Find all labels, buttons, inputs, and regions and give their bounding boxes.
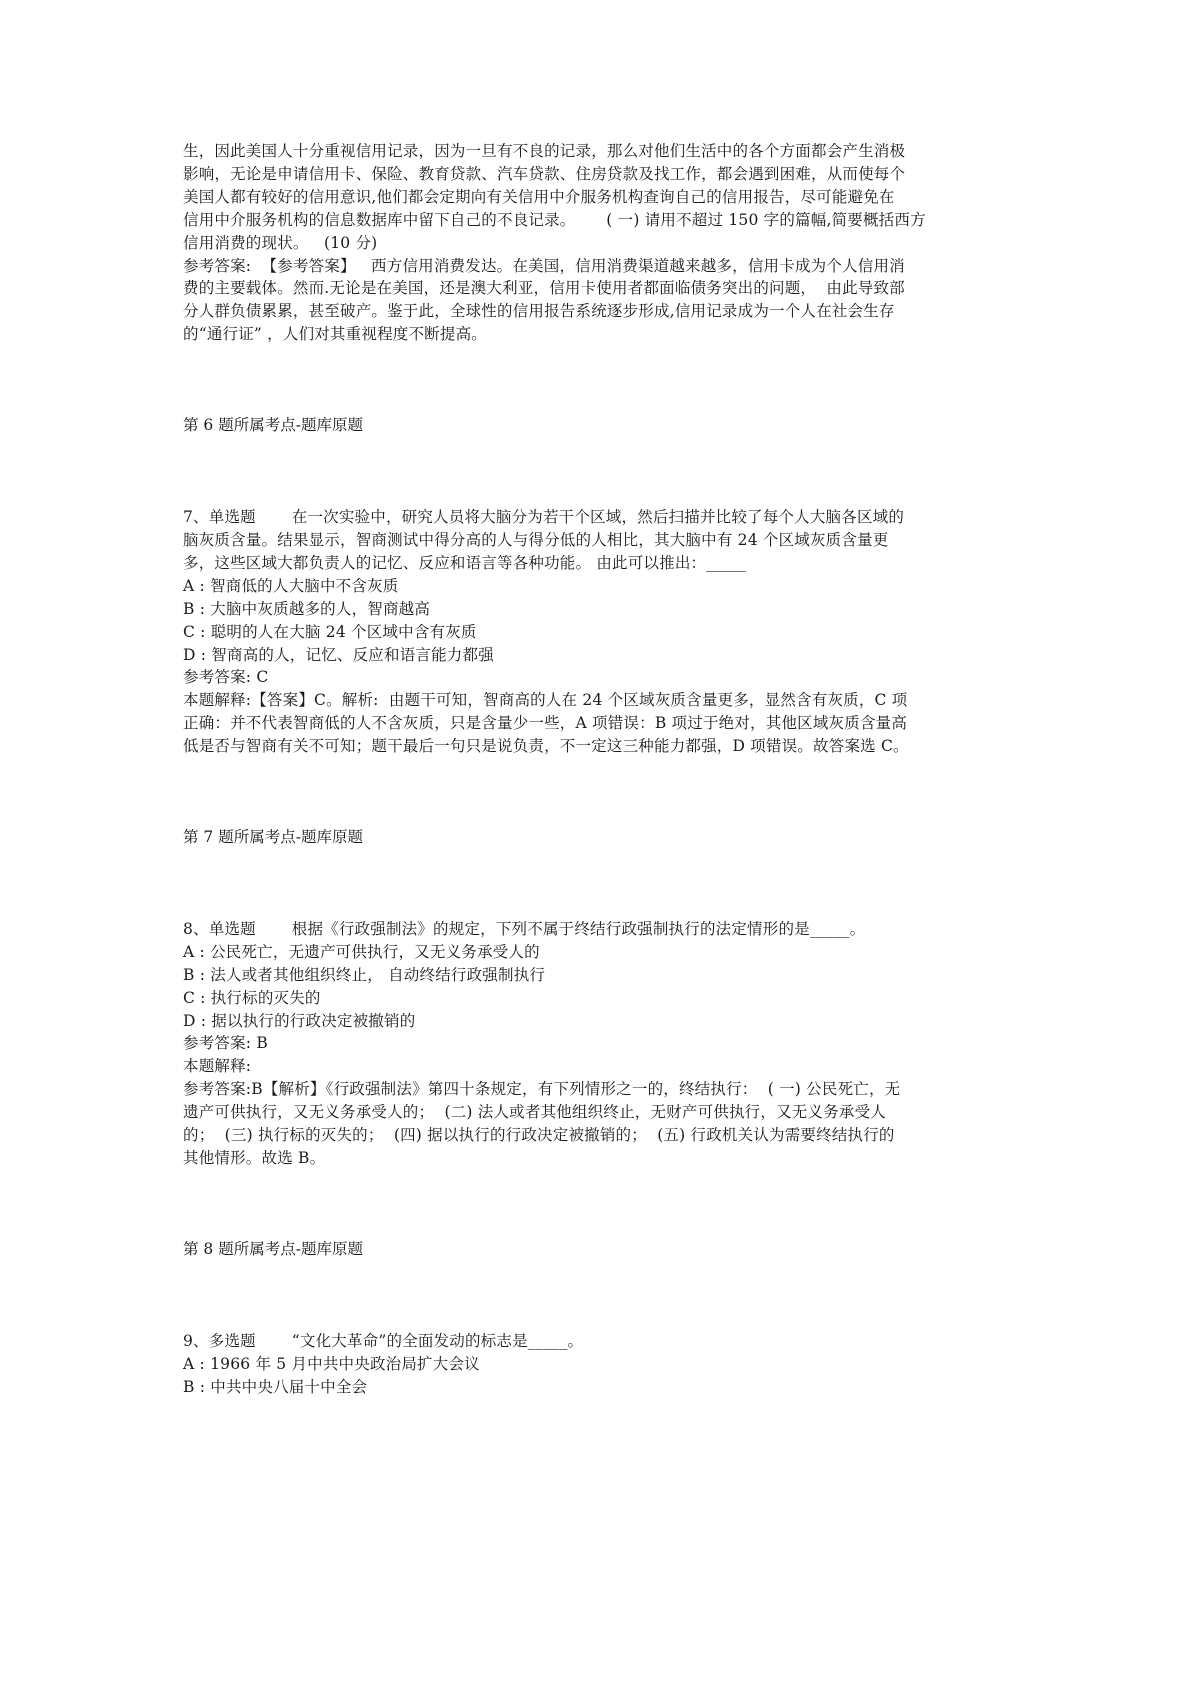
document-page (183, 140, 1013, 1399)
option-b: B : 法人或者其他组织终止， 自动终结行政强制执行 (183, 965, 546, 984)
text-line: 信用中介服务机构的信息数据库中留下自己的不良记录。 ( 一) 请用不超过 150 字的篇幅,简要概括西方 (183, 210, 926, 229)
explanation-line: 的； (三) 执行标的灭失的； (四) 据以执行的行政决定被撤销的； (五) 行政机关认为需要终结执行的 (183, 1126, 895, 1145)
option-b: B : 大脑中灰质越多的人，智商越高 (183, 599, 431, 618)
text-line: 信用消费的现状。 (10 分) (183, 233, 378, 252)
explanation-line: 遗产可供执行，又无义务承受人的； (二) 法人或者其他组织终止，无财产可供执行，又无义务承受人 (183, 1103, 886, 1122)
text-line: 分人群负债累累，甚至破产。鉴于此，全球性的信用报告系统逐步形成,信用记录成为一个人在社会生存 (183, 302, 895, 321)
intro-section (183, 140, 1013, 346)
answer-line: 参考答案: B (183, 1034, 268, 1053)
answer-line: 参考答案: C (183, 668, 269, 687)
answer-line: 参考答案: 【参考答案】 西方信用消费发达。在美国，信用消费渠道越来越多，信用卡成为个人信用消 (183, 256, 905, 275)
knowledge-point-8: 第 8 题所属考点-题库原题 (183, 1239, 363, 1258)
explanation-line: 其他情形。故选 B。 (183, 1149, 326, 1167)
text-line: 的“通行证” ，人们对其重视程度不断提高。 (183, 325, 487, 344)
explanation-line: 参考答案:B【解析】《行政强制法》第四十条规定，有下列情形之一的，终结执行： ( 一) 公民死亡，无 (183, 1080, 901, 1099)
explanation-label: 本题解释: (183, 1057, 252, 1076)
text-line: 美国人都有较好的信用意识,他们都会定期向有关信用中介服务机构查询自己的信用报告，尽可能避免在 (183, 187, 895, 206)
text-line: 生，因此美国人十分重视信用记录，因为一旦有不良的记录，那么对他们生活中的各个方面都会产生消极 (183, 142, 906, 160)
question-8 (183, 918, 1013, 1170)
question-9 (183, 1330, 1013, 1399)
option-a: A : 智商低的人大脑中不含灰质 (183, 576, 399, 595)
question-stem: 多，这些区域大都负责人的记忆、反应和语言等各种功能。 由此可以推出：_____ (183, 553, 746, 572)
option-c: C : 聪明的人在大脑 24 个区域中含有灰质 (183, 622, 477, 641)
option-d: D : 智商高的人，记忆、反应和语言能力都强 (183, 645, 494, 664)
knowledge-point-7: 第 7 题所属考点-题库原题 (183, 828, 363, 847)
option-c: C : 执行标的灭失的 (183, 988, 321, 1007)
question-stem: 9、多选题 “文化大革命”的全面发动的标志是_____。 (183, 1331, 584, 1350)
option-b: B : 中共中央八届十中全会 (183, 1377, 368, 1396)
text-line: 费的主要载体。然而.无论是在美国，还是澳大利亚，信用卡使用者都面临债务突出的问题， 由此导致部 (183, 279, 905, 298)
question-7 (183, 506, 1013, 758)
question-stem: 脑灰质含量。结果显示，智商测试中得分高的人与得分低的人相比，其大脑中有 24 个区域灰质含量更 (183, 530, 889, 549)
explanation-line: 正确：并不代表智商低的人不含灰质，只是含量少一些，A 项错误：B 项过于绝对，其他区域灰质含量高 (183, 714, 908, 733)
knowledge-point-6: 第 6 题所属考点-题库原题 (183, 416, 363, 435)
text-line: 影响，无论是申请信用卡、保险、教育贷款、汽车贷款、住房贷款及找工作，都会遇到困难，从而使每个 (183, 164, 906, 183)
question-stem: 7、单选题 在一次实验中，研究人员将大脑分为若干个区域，然后扫描并比较了每个人大脑各区域的 (183, 508, 905, 527)
option-a: A : 1966 年 5 月中共中央政治局扩大会议 (183, 1354, 480, 1373)
option-a: A : 公民死亡，无遗产可供执行，又无义务承受人的 (183, 942, 540, 961)
option-d: D : 据以执行的行政决定被撤销的 (183, 1011, 416, 1030)
explanation-line: 低是否与智商有关不可知；题干最后一句只是说负责，不一定这三种能力都强，D 项错误。故答案选 C。 (183, 737, 909, 756)
question-stem: 8、单选题 根据《行政强制法》的规定，下列不属于终结行政强制执行的法定情形的是_____。 (183, 919, 866, 938)
explanation-line: 本题解释:【答案】C。解析: 由题干可知，智商高的人在 24 个区域灰质含量更多，显然含有灰质，C 项 (183, 691, 908, 710)
